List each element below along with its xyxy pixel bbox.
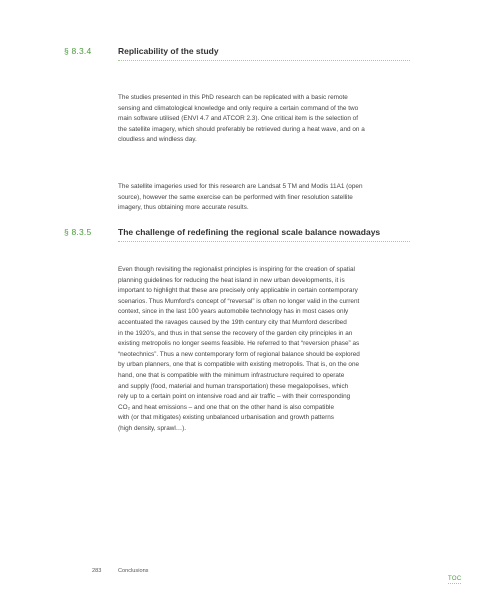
page-number: 283 <box>92 568 102 574</box>
section-heading <box>0 46 486 66</box>
dotted-rule <box>118 60 410 61</box>
toc-link[interactable]: TOC <box>448 576 462 582</box>
paragraph: The satellite imageries used for this research are Landsat 5 TM and Modis 11A1 (open source), however the same exercise can be performed with finer resolution satellite imagery, thus obtaining more accurate results. <box>118 183 363 212</box>
section-number: § 8.3.4 <box>64 46 92 56</box>
chapter-label: Conclusions <box>118 568 149 574</box>
section-number: § 8.3.5 <box>64 227 92 237</box>
section-title: The challenge of redefining the regional scale balance nowadays <box>118 227 381 237</box>
paragraph: The studies presented in this PhD research can be replicated with a basic remote sensing and climatological knowledge and only require a certain command of the two main software utilised (ENVI 4.7 and ATCOR 2.3). One critical item is the selection of the satellite imagery, which should preferably be retrieved during a heat wave, and on a cloudless and windless day. <box>118 94 365 144</box>
dotted-rule <box>118 241 410 242</box>
section-title: Replicability of the study <box>118 46 219 56</box>
paragraph: Even though revisiting the regionalist principles is inspiring for the creation of spatial planning guidelines for reducing the heat island in new urban developments, it is important to highlight that these are precisely only applicable in certain contemporary scenarios. Thus Mumford’s concept of “reversal” is often no longer valid in the current context, since in the last 100 years automobile technology has in most cases only accentuated the ravages caused by the 19th century city that Mumford described in the 1920’s, and thus in that sense the recovery of the garden city principles in an existing metropolis no longer seems feasible. He referred to that “reversion phase” as “neotechnics”. Thus a new contemporary form of regional balance should be explored by urban planners, one that is compatible with existing metropolis. That is, on the one hand, one that is compatible with the minimum infrastructure required to operate and supply (food, material and human transportation) these megalopolises, which rely up to a certain point on intensive road and air traffic – with their corresponding CO₂ and heat emissions – and one that on the other hand is also compatible with (or that mitigates) existing unbalanced urbanisation and growth patterns (high density, sprawl…). <box>118 266 360 432</box>
section-heading <box>0 227 486 247</box>
